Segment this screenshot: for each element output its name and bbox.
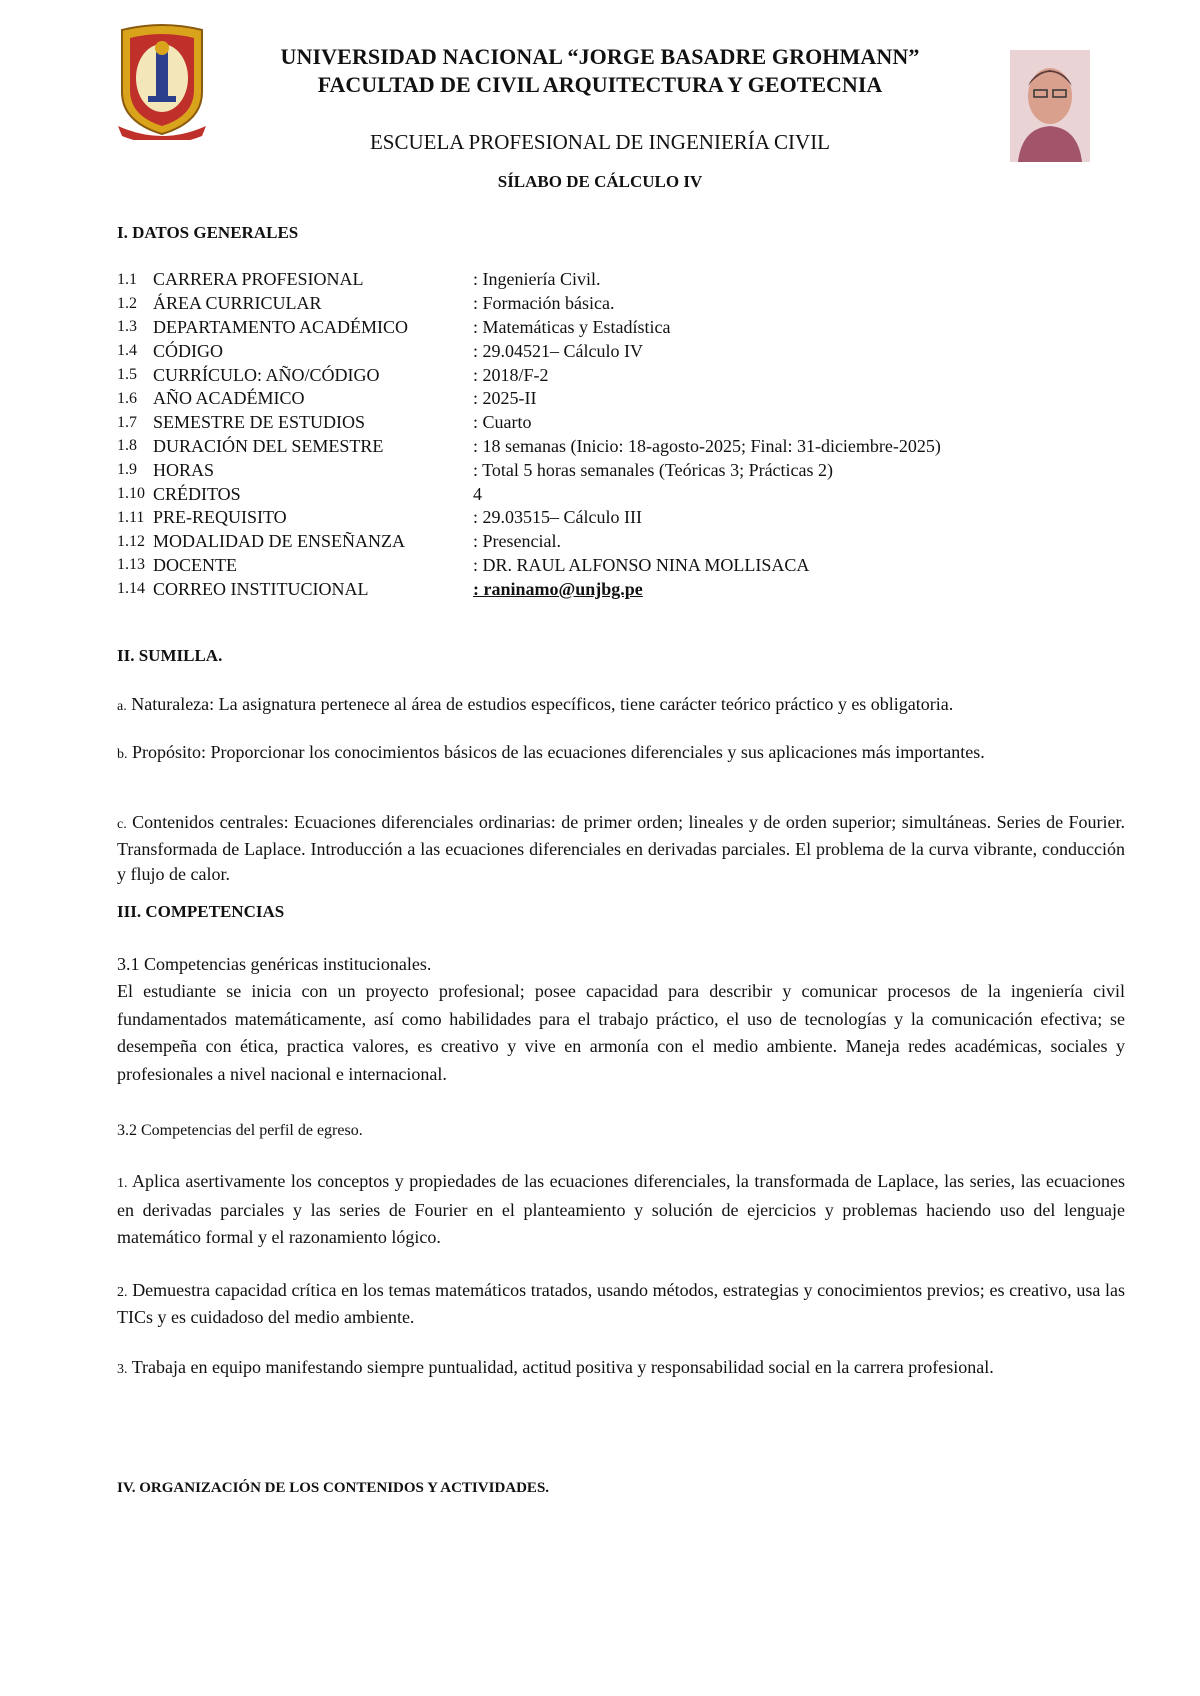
datos-row-value: : Formación básica. — [473, 293, 615, 314]
datos-row-value: : Cuarto — [473, 412, 532, 433]
datos-row-value: : Presencial. — [473, 531, 561, 552]
list-marker: c. — [117, 817, 127, 832]
datos-row-label: DURACIÓN DEL SEMESTRE — [153, 435, 384, 456]
competencia-egreso-3 — [117, 1355, 1141, 1382]
datos-row-value: : 29.03515– Cálculo III — [473, 507, 642, 528]
competencias-genericas-title: 3.1 Competencias genéricas institucionales. — [117, 954, 432, 974]
faculty-name: FACULTAD DE CIVIL ARQUITECTURA Y GEOTECNIA — [317, 72, 883, 97]
section-organizacion-title: IV. ORGANIZACIÓN DE LOS CONTENIDOS Y ACTIVIDADES. — [117, 1480, 550, 1496]
datos-row — [117, 577, 1077, 601]
list-marker: 1. — [117, 1176, 128, 1191]
datos-row — [117, 482, 1077, 506]
datos-row-value: : 2025-II — [473, 388, 537, 409]
datos-generales-list — [117, 268, 1077, 601]
datos-row-label: CRÉDITOS — [153, 483, 241, 504]
datos-row-label: AÑO ACADÉMICO — [153, 388, 305, 409]
school-name: ESCUELA PROFESIONAL DE INGENIERÍA CIVIL — [369, 130, 831, 154]
datos-row-number: 1.5 — [117, 366, 137, 384]
datos-row-number: 1.14 — [117, 580, 145, 598]
syllabus-title: SÍLABO DE CÁLCULO IV — [497, 172, 703, 191]
datos-row-number: 1.6 — [117, 389, 137, 407]
section-sumilla-title: II. SUMILLA. — [117, 646, 223, 665]
sumilla-naturaleza — [117, 692, 1125, 719]
datos-row — [117, 458, 1077, 482]
section-datos-generales-title: I. DATOS GENERALES — [117, 223, 299, 242]
competencia-egreso-1-text: Aplica asertivamente los conceptos y propiedades de las ecuaciones diferenciales, la transformada de Laplace, las series, las ecuaciones en derivadas parciales y las series de Fourier en el planteamiento y solución de ejercicios y problemas haciendo uso del lenguaje matemático formal y el razonamiento lógico. — [117, 1171, 1125, 1247]
datos-row-value: : Total 5 horas semanales (Teóricas 3; Prácticas 2) — [473, 459, 834, 480]
datos-row-number: 1.2 — [117, 294, 137, 312]
competencia-egreso-2-text: Demuestra capacidad crítica en los temas matemáticos tratados, usando métodos, estrategias y conocimientos previos; es creativo, usa las TICs y es cuidadoso del medio ambiente. — [117, 1280, 1125, 1327]
datos-row-label: SEMESTRE DE ESTUDIOS — [153, 412, 366, 433]
datos-row-label: PRE-REQUISITO — [153, 507, 287, 528]
datos-row-label: CURRÍCULO: AÑO/CÓDIGO — [153, 364, 380, 385]
competencia-egreso-3-text: Trabaja en equipo manifestando siempre puntualidad, actitud positiva y responsabilidad social en la carrera profesional. — [131, 1357, 994, 1377]
competencia-egreso-2 — [117, 1278, 1125, 1330]
email-link[interactable]: : raninamo@unjbg.pe — [473, 578, 643, 599]
datos-row — [117, 363, 1077, 387]
datos-row — [117, 387, 1077, 411]
datos-row-number: 1.10 — [117, 485, 145, 503]
datos-row-number: 1.3 — [117, 318, 137, 336]
datos-row-value: : DR. RAUL ALFONSO NINA MOLLISACA — [473, 554, 810, 575]
datos-row — [117, 339, 1077, 363]
competencia-egreso-1 — [117, 1168, 1125, 1251]
datos-row-number: 1.7 — [117, 413, 137, 431]
university-name: UNIVERSIDAD NACIONAL “JORGE BASADRE GROHMANN” — [280, 44, 920, 69]
list-marker: 3. — [117, 1362, 128, 1377]
datos-row — [117, 268, 1077, 292]
sumilla-contenidos — [117, 810, 1125, 887]
sumilla-naturaleza-text: Naturaleza: La asignatura pertenece al área de estudios específicos, tiene carácter teórico práctico y es obligatoria. — [131, 694, 954, 714]
competencias-genericas-text: El estudiante se inicia con un proyecto profesional; posee capacidad para describir y comunicar procesos de la ingeniería civil fundamentados matemáticamente, así como habilidades para el trabajo práctico, el uso de tecnologías y la comunicación efectiva; se desempeña con ética, practica valores, es creativo y vive en armonía con el medio ambiente. Maneja redes académicas, sociales y profesionales a nivel nacional e internacional. — [117, 981, 1125, 1084]
datos-row-value: : Ingeniería Civil. — [473, 269, 601, 290]
datos-row-label: ÁREA CURRICULAR — [153, 293, 322, 314]
datos-row-label: CORREO INSTITUCIONAL — [153, 578, 369, 599]
datos-row-value: : Matemáticas y Estadística — [473, 316, 671, 337]
datos-row — [117, 435, 1077, 459]
list-marker: 2. — [117, 1285, 128, 1300]
datos-row — [117, 506, 1077, 530]
datos-row-number: 1.9 — [117, 461, 137, 479]
datos-row — [117, 530, 1077, 554]
datos-row — [117, 316, 1077, 340]
datos-row-label: CÓDIGO — [153, 340, 223, 361]
datos-row-value: : 2018/F-2 — [473, 364, 549, 385]
sumilla-contenidos-text: Contenidos centrales: Ecuaciones diferenciales ordinarias: de primer orden; lineales y de orden superior; simultáneas. Series de Fourier. Transformada de Laplace. Introducción a las ecuaciones diferenciales en derivadas parciales. El problema de la curva vibrante, conducción y flujo de calor. — [117, 812, 1125, 884]
datos-row-number: 1.13 — [117, 556, 145, 574]
datos-row — [117, 411, 1077, 435]
datos-row-number: 1.1 — [117, 270, 137, 288]
sumilla-proposito-text: Propósito: Proporcionar los conocimientos básicos de las ecuaciones diferenciales y sus aplicaciones más importantes. — [132, 742, 985, 762]
datos-row-number: 1.8 — [117, 437, 137, 455]
competencias-egreso-title: 3.2 Competencias del perfil de egreso. — [117, 1122, 363, 1139]
datos-row-number: 1.4 — [117, 342, 137, 360]
datos-row-value: 4 — [473, 483, 482, 504]
list-marker: b. — [117, 747, 128, 762]
datos-row-number: 1.12 — [117, 532, 145, 550]
datos-row-label: CARRERA PROFESIONAL — [153, 269, 364, 290]
datos-row — [117, 292, 1077, 316]
section-competencias-title: III. COMPETENCIAS — [117, 902, 285, 921]
list-marker: a. — [117, 699, 127, 714]
datos-row-number: 1.11 — [117, 508, 145, 526]
datos-row-value: : 18 semanas (Inicio: 18-agosto-2025; Final: 31-diciembre-2025) — [473, 435, 941, 456]
datos-row — [117, 554, 1077, 578]
datos-row-label: DOCENTE — [153, 554, 237, 575]
datos-row-value: : 29.04521– Cálculo IV — [473, 340, 643, 361]
datos-row-label: HORAS — [153, 459, 215, 480]
datos-row-label: MODALIDAD DE ENSEÑANZA — [153, 531, 405, 552]
sumilla-proposito — [117, 740, 1141, 767]
datos-row-label: DEPARTAMENTO ACADÉMICO — [153, 316, 409, 337]
